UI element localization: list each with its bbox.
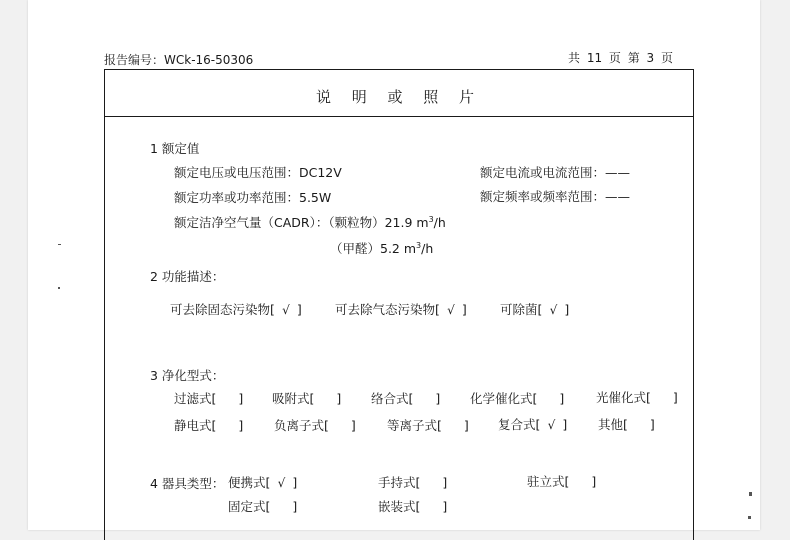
checkbox-complexation[interactable]: 络合式[ ]	[371, 391, 441, 406]
page-info: 共 11 页 第 3 页	[568, 51, 673, 65]
checkbox-sterilization[interactable]: 可除菌[ √ ]	[500, 302, 570, 317]
rated-power: 额定功率或功率范围：5.5W	[174, 190, 332, 205]
checkbox-portable[interactable]: 便携式[ √ ]	[228, 475, 298, 490]
scan-speck	[749, 492, 752, 496]
report-number: 报告编号：WCk-16-50306	[104, 53, 254, 67]
checkbox-composite[interactable]: 复合式[ √ ]	[498, 417, 568, 432]
checkbox-fixed[interactable]: 固定式[ ]	[228, 499, 298, 514]
checkbox-solid-pollutants[interactable]: 可去除固态污染物[ √ ]	[170, 302, 302, 317]
checkbox-plasma[interactable]: 等离子式[ ]	[387, 418, 469, 433]
checkbox-other[interactable]: 其他[ ]	[598, 417, 655, 432]
checkbox-handheld[interactable]: 手持式[ ]	[378, 475, 448, 490]
checkbox-filtration[interactable]: 过滤式[ ]	[174, 391, 244, 406]
scan-speck	[58, 287, 60, 289]
rated-voltage: 额定电压或电压范围：DC12V	[174, 165, 342, 180]
section3-heading: 3 净化型式：	[150, 368, 225, 383]
checkbox-chemical-catalysis[interactable]: 化学催化式[ ]	[470, 391, 565, 406]
section1-heading: 1 额定值	[150, 141, 200, 156]
checkbox-standing[interactable]: 驻立式[ ]	[527, 474, 597, 489]
section4-heading: 4 器具类型：	[150, 476, 225, 491]
cadr-formaldehyde: （甲醛）5.2 $m^3/h$	[330, 241, 434, 257]
scan-speck	[58, 244, 61, 245]
checkbox-photocatalysis[interactable]: 光催化式[ ]	[596, 390, 678, 405]
checkbox-adsorption[interactable]: 吸附式[ ]	[272, 391, 342, 406]
rated-frequency: 额定频率或频率范围：——	[480, 189, 631, 204]
rated-current: 额定电流或电流范围：——	[480, 165, 631, 180]
section2-heading: 2 功能描述：	[150, 269, 225, 284]
checkbox-electrostatic[interactable]: 静电式[ ]	[174, 418, 244, 433]
document-title: 说 明 或 照 片	[315, 88, 483, 106]
checkbox-negative-ion[interactable]: 负离子式[ ]	[274, 418, 356, 433]
cadr-particulate: 额定洁净空气量（CADR）：（颗粒物）21.9 $m^3/h$	[174, 215, 446, 231]
checkbox-gaseous-pollutants[interactable]: 可去除气态污染物[ √ ]	[335, 302, 467, 317]
title-bar	[105, 70, 693, 117]
checkbox-embedded[interactable]: 嵌装式[ ]	[378, 499, 448, 514]
scan-speck	[748, 516, 751, 519]
